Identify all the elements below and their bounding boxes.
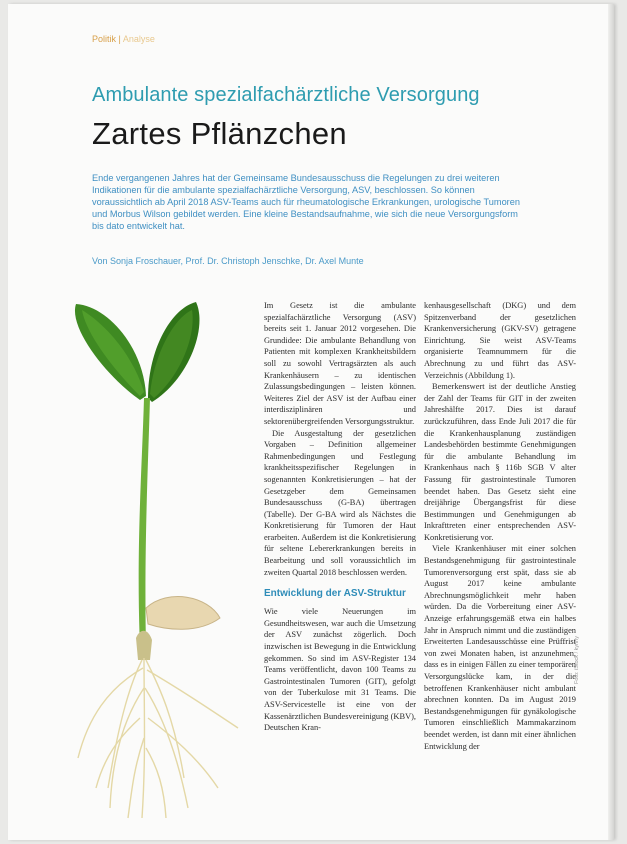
article-title: Zartes Pflänzchen xyxy=(92,116,347,151)
paragraph: Die Ausgestaltung der gesetzlichen Vorgaben – Definition allgemeiner Rahmenbedingungen und Festlegung krankheitsspezifischer Regelungen in sogenannten Konkretisierungen – hat der Gesetzgeber dem Gemeinsamen Bundesausschuss (G-BA) übertragen (Tabelle). Der G-BA wird als Nächstes die Konkretisierung für Tumoren der Haut erarbeiten. Außerdem ist die Konkretisierung für seltene Lebererkrankungen bereits in Bearbeitung und soll voraussichtlich im zweiten Quartal 2018 beschlossen werden. xyxy=(264,428,416,577)
paragraph: Wie viele Neuerungen im Gesundheitswesen, war auch die Umsetzung der ASV zunächst zögerlich. Doch inzwischen ist Bewegung in die Entwicklung gekommen. So sind im ASV-Register 134 Teams veröffentlicht, davon 100 Teams zu Gastrointestinalen Tumoren (GIT), gefolgt von der Tuberkulose mit 31 Teams. Die ASV-Servicestelle ist eine von der Kassenärztlichen Bundesvereinigung (KBV), Deutschen Kran- xyxy=(264,607,416,733)
root-collar xyxy=(136,631,152,660)
page-fold-shadow xyxy=(608,4,614,840)
section-label xyxy=(92,34,155,44)
paragraph: Im Gesetz ist die ambulante spezialfachärztliche Versorgung (ASV) bereits seit 1. Januar 2012 vorgesehen. Die Grundidee: Die ambulante Behandlung von Patienten mit komplexen Krankheitsbildern soll zu sowohl Vertragsärzten als auch Krankenhäusern – zu identischen Zulassungsbedingungen – leisten können. Weiteres Ziel der ASV ist der Aufbau einer interdisziplinären und sektorenübergreifenden Versorgungsstruktur. xyxy=(264,301,416,426)
subheading: Entwicklung der ASV-Struktur xyxy=(264,588,406,600)
seed-shell xyxy=(146,597,220,630)
magazine-page xyxy=(8,4,614,840)
paragraph: kenhausgesellschaft (DKG) und dem Spitzenverband der gesetzlichen Krankenversicherung (GKV-SV) getragene Einrichtung. Sie weist ASV-Teams organisierte Teamnummern für die Abrechnung zu und führt das ASV-Verzeichnis (Abbildung 1). xyxy=(424,301,576,380)
paragraph: Viele Krankenhäuser mit einer solchen Bestandsgenehmigung für gastrointestinale Tumorenversorgung erst spät, dass sie ab August 2017 keine ambulante Abrechnungsmöglichkeit mehr haben würden. Da die Vorbereitung einer ASV-Anzeige erfahrungsgemäß etwa ein halbes Jahr in Anspruch nimmt und die zuständigen Erweiterten Landesausschüsse eine Prüffrist von zwei Monaten haben, ist anzunehmen, dass es in einigen Fällen zu einer temporären Versorgungslücke kam, in der die betroffenen Krankenhäuser nicht ambulant abrechnen konnten. Da im August 2019 Bestandsgenehmigungen für gynäkologische Tumoren einschließlich Mammakarzinom beendet werden, ist dann mit einer ähnlichen Entwicklung der xyxy=(424,544,576,751)
seedling-photo xyxy=(48,288,268,828)
text-column-2 xyxy=(424,300,576,752)
section-separator: | xyxy=(118,34,121,44)
text-column-1 xyxy=(264,300,416,734)
section-name: Politik xyxy=(92,34,117,44)
subsection-name: Analyse xyxy=(122,34,155,44)
article-byline: Von Sonja Froschauer, Prof. Dr. Christoph Jenschke, Dr. Axel Munte xyxy=(92,256,364,266)
article-kicker: Ambulante spezialfachärztliche Versorgung xyxy=(92,84,480,106)
paragraph: Bemerkenswert ist der deutliche Anstieg der Zahl der Teams für GIT in der zweiten Jahreshälfte 2017. Dies ist darauf zurückzuführen, dass Ende Juli 2017 die für die Krankenhausplanung zuständigen Landesbehörden bestimmte Genehmigungen für die ambulante Behandlung im Krankenhaus nach § 116b SGB V alter Fassung für gastrointestinale Tumoren beendet haben. Das Gesetz sieht eine dreijährige Übergangsfrist für diese Bestimmungen und Genehmigungen ab Inkrafttreten einer entsprechenden ASV-Konkretisierung vor. xyxy=(424,382,576,542)
article-lead: Ende vergangenen Jahres hat der Gemeinsame Bundesausschuss die Regelungen zu drei weiteren Indikationen für die ambulante spezialfachärztliche Versorgung, ASV, beschlossen. So können voraussichtlich ab April 2018 ASV-Teams auch für rheumatologische Erkrankungen, urologische Tumoren und Morbus Wilson gebildet werden. Eine kleine Bestandsaufnahme, wie sich die neue Versorgungsform bis dato entwickelt hat. xyxy=(92,173,520,231)
photo-credit: Foto: iStock / kynny xyxy=(574,636,580,684)
roots xyxy=(78,658,238,818)
